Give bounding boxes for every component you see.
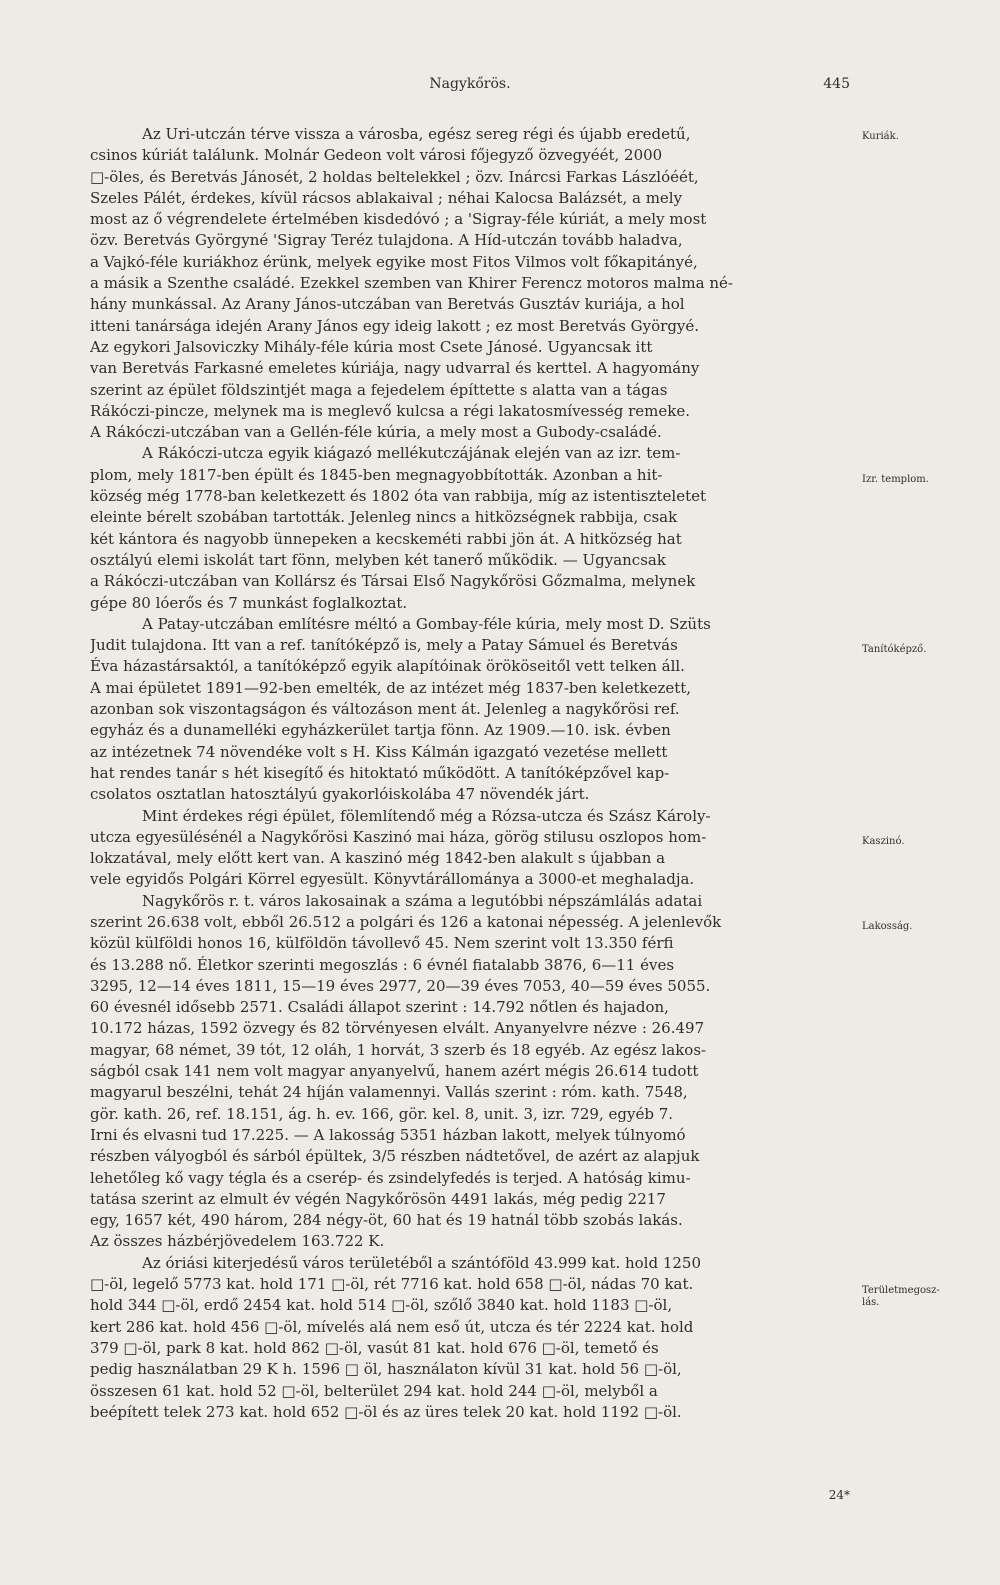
text-line: ságból csak 141 nem volt magyar anyanyelvű, hanem azért mégis 26.614 tudott — [90, 1062, 699, 1081]
text-line: részben vályogból és sárból épültek, 3/5 részben nádtetővel, de azért az alapjuk — [90, 1147, 700, 1166]
text-line: Rákóczi-pincze, melynek ma is meglevő kulcsa a régi lakatosmívesség remeke. — [90, 401, 690, 420]
text-line: itteni tanársága idején Arany János egy ideig lakott ; ez most Beretvás Györgyé. — [90, 316, 700, 335]
text-line: Nagykőrös r. t. város lakosainak a száma a legutóbbi népszámlálás adatai — [142, 891, 703, 910]
text-line: a Vajkó-féle kuriákhoz érünk, melyek egyike most Fitos Vilmos volt főkapitányé, — [90, 252, 698, 271]
text-line: plom, mely 1817-ben épült és 1845-ben megnagyobbították. Azonban a hit- — [90, 465, 663, 484]
running-title: Nagykőrös. — [429, 76, 511, 92]
text-line: pedig használatban 29 K h. 1596 □ öl, használaton kívül 31 kat. hold 56 □-öl, — [90, 1360, 682, 1379]
text-line: hold 344 □-öl, erdő 2454 kat. hold 514 □-öl, szőlő 3840 kat. hold 1183 □-öl, — [90, 1296, 673, 1315]
text-line: magyarul beszélni, tehát 24 híján valamennyi. Vallás szerint : róm. kath. 7548, — [90, 1083, 688, 1102]
text-line: Judit tulajdona. Itt van a ref. tanítóképző is, mely a Patay Sámuel és Beretvás — [90, 636, 678, 655]
text-line: a Rákóczi-utczában van Kollársz és Társai Első Nagykőrösi Gőzmalma, melynek — [90, 572, 696, 591]
text-line: most az ő végrendelete értelmében kisdedóvó ; a 'Sigray-féle kúriát, a mely most — [90, 210, 707, 229]
text-line: A Patay-utczában említésre méltó a Gombay-féle kúria, mely most D. Szüts — [142, 614, 711, 633]
text-line: és 13.288 nő. Életkor szerinti megoszlás : 6 évnél fiatalabb 3876, 6—11 éves — [90, 955, 675, 974]
text-line: A Rákóczi-utcza egyik kiágazó mellékutczájának elején van az izr. tem- — [142, 444, 681, 463]
text-line: 60 évesnél idősebb 2571. Családi állapot szerint : 14.792 nőtlen és hajadon, — [90, 998, 669, 1017]
page-number: 445 — [823, 76, 850, 92]
text-line: szerint 26.638 volt, ebből 26.512 a polgári és 126 a katonai népesség. A jelenlevők — [90, 912, 722, 931]
text-line: közül külföldi honos 16, külföldön távollevő 45. Nem szerint volt 13.350 férfi — [90, 934, 674, 953]
text-line: hat rendes tanár s hét kisegítő és hitoktató működött. A tanítóképzővel kap- — [90, 763, 670, 782]
paragraph — [90, 443, 850, 613]
text-line: lehetőleg kő vagy tégla és a cserép- és zsindelyfedés is terjed. A hatóság kimu- — [90, 1168, 691, 1187]
paragraph — [90, 124, 850, 443]
text-line: Az óriási kiterjedésű város területéből a szántóföld 43.999 kat. hold 1250 — [142, 1253, 702, 1272]
text-line: szerint az épület földszintjét maga a fejedelem építtette s alatta van a tágas — [90, 380, 668, 399]
margin-note-tanitokepzo: Tanítóképző. — [862, 644, 927, 655]
text-line: vele egyidős Polgári Körrel egyesült. Könyvtárállománya a 3000-et meghaladja. — [90, 870, 695, 889]
paragraph — [90, 806, 850, 891]
text-line: csinos kúriát találunk. Molnár Gedeon volt városi főjegyző özvegyéét, 2000 — [90, 146, 663, 165]
text-line: kert 286 kat. hold 456 □-öl, mívelés alá nem eső út, utcza és tér 2224 kat. hold — [90, 1317, 694, 1336]
margin-note-teruletmegoszlas: Területmegosz- lás. — [862, 1285, 940, 1308]
text-line: csolatos osztatlan hatosztályú gyakorlóiskolába 47 növendék járt. — [90, 785, 590, 804]
text-line: beépített telek 273 kat. hold 652 □-öl és az üres telek 20 kat. hold 1192 □-öl. — [90, 1402, 682, 1421]
text-line: özv. Beretvás Györgyné 'Sigray Teréz tulajdona. A Híd-utczán tovább haladva, — [90, 231, 683, 250]
text-line: azonban sok viszontagságon és változáson ment át. Jelenleg a nagykőrösi ref. — [90, 700, 680, 719]
text-line: község még 1778-ban keletkezett és 1802 óta van rabbija, míg az istentiszteletet — [90, 487, 707, 506]
text-line: két kántora és nagyobb ünnepeken a kecskeméti rabbi jön át. A hitközség hat — [90, 529, 682, 548]
text-line: Az egykori Jalsoviczky Mihály-féle kúria most Csete Jánosé. Ugyancsak itt — [90, 337, 653, 356]
text-line: egy, 1657 két, 490 három, 284 négy-öt, 60 hat és 19 hatnál több szobás lakás. — [90, 1211, 683, 1230]
page-header — [90, 76, 850, 100]
text-line: egyház és a dunamelléki egyházkerület tartja fönn. Az 1909.—10. isk. évben — [90, 721, 671, 740]
text-line: magyar, 68 német, 39 tót, 12 oláh, 1 horvát, 3 szerb és 18 egyéb. Az egész lakos- — [90, 1040, 707, 1059]
text-line: Éva házastársaktól, a tanítóképző egyik alapítóinak örököseitől vett telken áll. — [90, 657, 685, 676]
text-line: 3295, 12—14 éves 1811, 15—19 éves 2977, 20—39 éves 7053, 40—59 éves 5055. — [90, 976, 711, 995]
text-line: gépe 80 lóerős és 7 munkást foglalkoztat. — [90, 593, 408, 612]
margin-note-kaszino: Kaszinó. — [862, 836, 905, 847]
text-line: összesen 61 kat. hold 52 □-öl, belterület 294 kat. hold 244 □-öl, melyből a — [90, 1381, 658, 1400]
text-line: tatása szerint az elmult év végén Nagykőrösön 4491 lakás, még pedig 2217 — [90, 1189, 666, 1208]
text-line: utcza egyesülésénél a Nagykőrösi Kaszinó mai háza, görög stilusu oszlopos hom- — [90, 827, 707, 846]
text-line: eleinte bérelt szobában tartották. Jelenleg nincs a hitközségnek rabbija, csak — [90, 508, 678, 527]
text-line: 379 □-öl, park 8 kat. hold 862 □-öl, vasút 81 kat. hold 676 □-öl, temető és — [90, 1338, 659, 1357]
paragraph — [90, 614, 850, 806]
text-line: osztályú elemi iskolát tart fönn, melyben két tanerő működik. — Ugyancsak — [90, 550, 666, 569]
text-line: Mint érdekes régi épület, fölemlítendő még a Rózsa-utcza és Szász Károly- — [142, 806, 711, 825]
margin-note-izr-templom: Izr. templom. — [862, 474, 929, 485]
text-line: Az Uri-utczán térve vissza a városba, egész sereg régi és újabb eredetű, — [142, 125, 691, 143]
text-line: □-öl, legelő 5773 kat. hold 171 □-öl, rét 7716 kat. hold 658 □-öl, nádas 70 kat. — [90, 1275, 694, 1294]
text-line: A mai épületet 1891—92-ben emelték, de az intézet még 1837-ben keletkezett, — [90, 678, 692, 697]
text-line: van Beretvás Farkasné emeletes kúriája, nagy udvarral és kerttel. A hagyomány — [90, 359, 700, 378]
paragraph — [90, 891, 850, 1253]
text-line: az intézetnek 74 növendéke volt s H. Kiss Kálmán igazgató vezetése mellett — [90, 742, 668, 761]
text-line: hány munkással. Az Arany János-utczában van Beretvás Gusztáv kuriája, a hol — [90, 295, 685, 314]
text-line: a másik a Szenthe családé. Ezekkel szemben van Khirer Ferencz motoros malma né- — [90, 274, 733, 293]
text-line: Szeles Pálét, érdekes, kívül rácsos ablakaival ; néhai Kalocsa Balázsét, a mely — [90, 188, 683, 207]
paragraph — [90, 1253, 850, 1423]
body-text — [90, 124, 850, 1423]
text-line: Az összes házbérjövedelem 163.722 K. — [90, 1232, 385, 1251]
text-line: 10.172 házas, 1592 özvegy és 82 törvényesen elvált. Anyanyelvre nézve : 26.497 — [90, 1019, 705, 1038]
printer-signature: 24* — [828, 1488, 850, 1502]
text-line: A Rákóczi-utczában van a Gellén-féle kúria, a mely most a Gubody-családé. — [90, 423, 662, 442]
text-line: □-öles, és Beretvás Jánosét, 2 holdas beltelekkel ; özv. Inárcsi Farkas Lászlóéét, — [90, 167, 699, 186]
margin-note-lakossag: Lakosság. — [862, 921, 913, 932]
text-line: Irni és elvasni tud 17.225. — A lakosság 5351 házban lakott, melyek túlnyomó — [90, 1125, 686, 1144]
text-line: gör. kath. 26, ref. 18.151, ág. h. ev. 166, gör. kel. 8, unit. 3, izr. 729, egyéb 7. — [90, 1104, 674, 1123]
text-line: lokzatával, mely előtt kert van. A kaszinó még 1842-ben alakult s újabban a — [90, 849, 666, 868]
margin-note-kuriak: Kuriák. — [862, 131, 899, 142]
